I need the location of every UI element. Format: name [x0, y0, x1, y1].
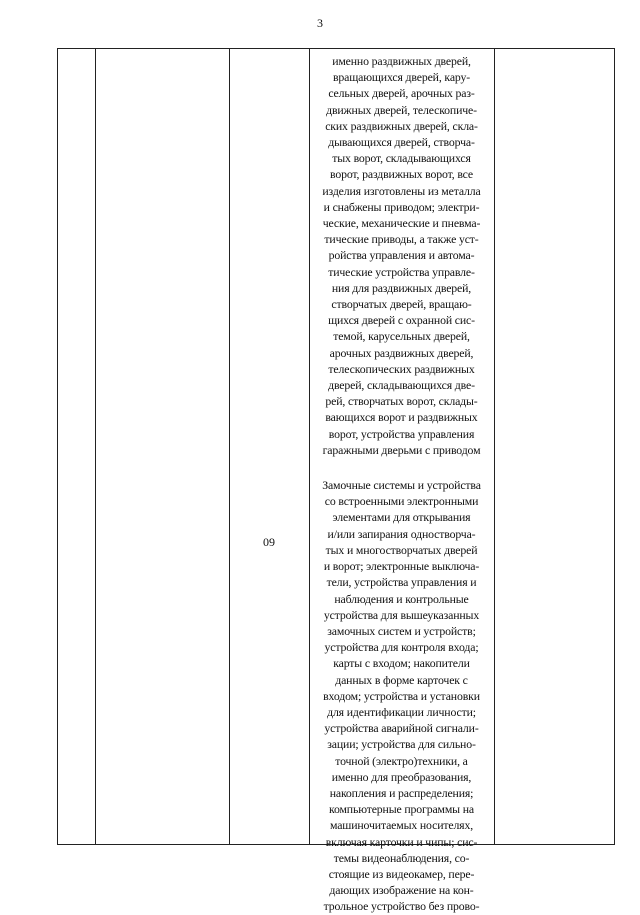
description-line: тические приводы, а также уст- — [324, 232, 479, 247]
description-line: именно раздвижных дверей, — [332, 54, 471, 68]
description-line: Замочные системы и устройства — [322, 478, 481, 493]
description-paragraph-2 — [312, 477, 491, 914]
description-line: карты с входом; накопители — [333, 656, 470, 671]
description-line: сельных дверей, арочных раз- — [328, 86, 475, 101]
description-line: дывающихся дверей, створча- — [328, 135, 475, 150]
description-line: устройства для вышеуказанных — [323, 607, 480, 622]
description-line: тых ворот, складывающихся — [332, 151, 471, 166]
page-number: 3 — [317, 16, 323, 30]
description-line: со встроенными электронными — [324, 494, 479, 509]
description-line: и снабжены приводом; электри- — [323, 199, 480, 214]
description-line: накопления и распределения; — [329, 785, 474, 800]
description-line: данных в форме карточек с — [335, 672, 468, 687]
description-line: темой, карусельных дверей, — [333, 329, 470, 344]
description-line: ворот, раздвижных ворот, все — [329, 167, 473, 182]
description-line: точной (электро)техники, а — [335, 753, 468, 768]
description-line: темы видеонаблюдения, со- — [333, 850, 470, 865]
description-line: тические устройства управле- — [328, 264, 475, 279]
description-line: дающих изображение на кон- — [329, 883, 474, 898]
description-line: ских раздвижных дверей, скла- — [325, 118, 478, 133]
description-line: ния для раздвижных дверей, — [331, 280, 472, 295]
description-line: щихся дверей с охранной сис- — [328, 313, 475, 328]
description-line: устройства для контроля входа; — [324, 640, 479, 655]
description-line: зации; устройства для сильно- — [327, 737, 476, 752]
paragraph-gap — [312, 458, 491, 477]
description-line: ройства управления и автома- — [328, 248, 475, 263]
description-line: включая карточки и чипы; сис- — [325, 834, 478, 849]
description-line: компьютерные программы на — [328, 802, 475, 817]
description-line: входом; устройства и установки — [323, 688, 480, 703]
goods-services-table — [57, 48, 615, 914]
description-line: для идентификации личности; — [327, 704, 476, 719]
description-line: тели, устройства управления и — [326, 575, 477, 590]
description-line: и ворот; электронные выключа- — [323, 559, 480, 574]
description-line: наблюдения и контрольные — [334, 591, 469, 606]
column-divider — [494, 49, 495, 844]
description-line: машиночитаемых носителях, — [329, 818, 474, 833]
description-paragraph-1 — [312, 53, 491, 458]
class-code-cell: 09 — [263, 535, 275, 549]
description-line: ворот, устройства управления — [328, 426, 475, 441]
description-line: арочных раздвижных дверей, — [329, 345, 474, 360]
description-line: элементами для открывания — [332, 510, 471, 525]
description-line: устройства аварийной сигнали- — [324, 721, 479, 736]
description-line: трольное устройство без прово- — [323, 899, 480, 914]
description-line: стоящие из видеокамер, пере- — [328, 866, 475, 881]
description-line: именно для преобразования, — [331, 769, 472, 784]
description-line: вращающихся дверей, кару- — [332, 70, 471, 85]
description-line: движных дверей, телескопиче- — [326, 102, 477, 117]
goods-description-cell — [309, 53, 494, 915]
description-line: телескопических раздвижных — [328, 361, 475, 376]
description-line: вающихся ворот и раздвижных — [325, 410, 478, 425]
description-line: изделия изготовлены из металла — [322, 183, 481, 198]
column-divider — [95, 49, 96, 844]
description-line: замочных систем и устройств; — [327, 623, 476, 638]
column-divider — [229, 49, 230, 844]
description-line: ческие, механические и пневма- — [322, 216, 481, 231]
description-line: створчатых дверей, вращаю- — [331, 297, 472, 312]
description-line: дверей, складывающихся две- — [328, 378, 475, 393]
description-line: тых и многостворчатых дверей — [325, 542, 478, 557]
description-line: гаражными дверьми с приводом — [322, 442, 481, 457]
description-line: рей, створчатых ворот, склады- — [325, 394, 478, 409]
description-line: и/или запирания одностворча- — [327, 526, 476, 541]
